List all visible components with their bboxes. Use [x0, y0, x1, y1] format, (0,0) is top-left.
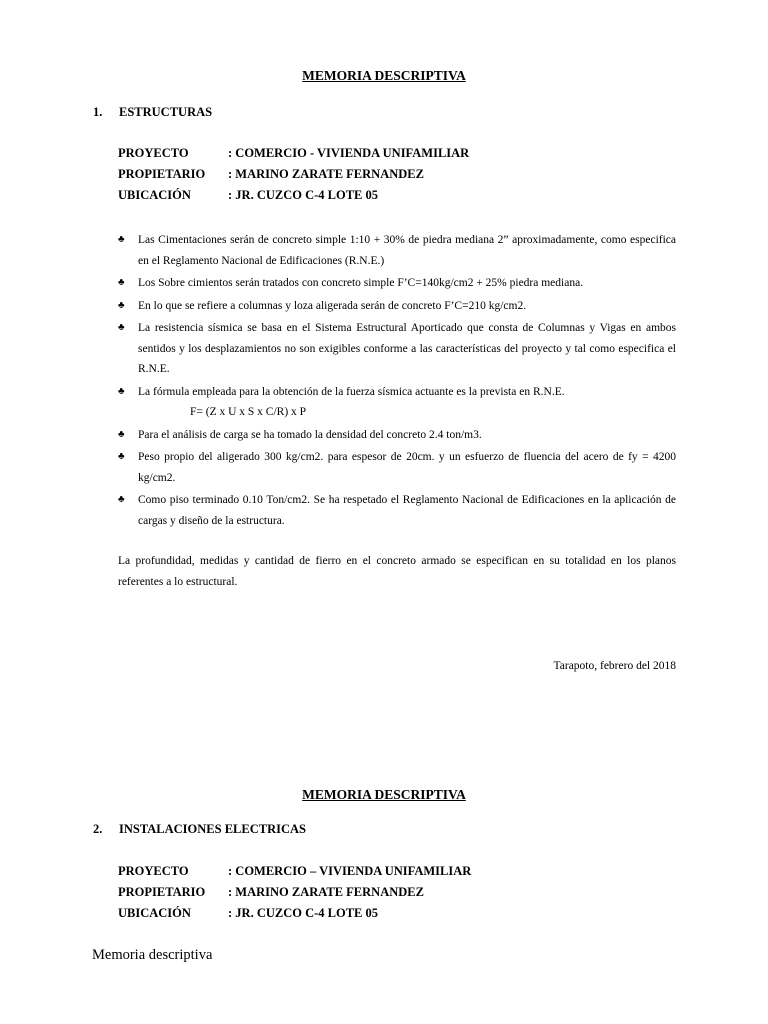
club-bullet-icon: ♣ — [118, 277, 125, 288]
project-info-2 — [118, 861, 471, 924]
info-label: PROYECTO — [118, 864, 189, 878]
club-bullet-icon: ♣ — [118, 385, 125, 397]
section-title: INSTALACIONES ELECTRICAS — [119, 822, 306, 836]
info-value: : MARINO ZARATE FERNANDEZ — [228, 167, 424, 181]
club-bullet-icon: ♣ — [118, 428, 125, 440]
info-value: : MARINO ZARATE FERNANDEZ — [228, 885, 424, 899]
info-label: UBICACIÓN — [118, 188, 191, 202]
info-value: : JR. CUZCO C-4 LOTE 05 — [228, 906, 379, 920]
page-title: MEMORIA DESCRIPTIVA — [302, 68, 466, 83]
info-label: PROYECTO — [118, 146, 189, 160]
info-value: : JR. CUZCO C-4 LOTE 05 — [228, 188, 379, 202]
info-row-project — [118, 861, 471, 882]
list-item: ♣ La resistencia sísmica se basa en el Sistema Estructural Aporticado que consta de Columnas y Vigas en ambos sentidos y los desplazamientos no son exigibles conforme a las características del proyecto y tal como especifica el R.N.E. — [118, 318, 676, 380]
section-heading — [93, 105, 212, 120]
section-title: ESTRUCTURAS — [119, 105, 213, 119]
bullet-list — [118, 230, 676, 533]
page-title-2: MEMORIA DESCRIPTIVA — [302, 787, 466, 802]
info-label: PROPIETARIO — [118, 167, 206, 181]
section-heading-2 — [93, 822, 306, 837]
list-item: ♣ Los Sobre cimientos serán tratados con concreto simple F’C=140kg/cm2 + 25% piedra mediana. — [118, 273, 676, 294]
club-bullet-icon: ♣ — [118, 494, 125, 505]
document-caption: Memoria descriptiva — [92, 947, 213, 963]
list-item: ♣ En lo que se refiere a columnas y loza aligerada serán de concreto F’C=210 kg/cm2. — [118, 296, 676, 317]
info-label: UBICACIÓN — [118, 906, 191, 920]
club-bullet-icon: ♣ — [118, 451, 125, 462]
list-item: ♣ Las Cimentaciones serán de concreto simple 1:10 + 30% de piedra mediana 2” aproximadamente, como especifica en el Reglamento Nacional de Edificaciones (R.N.E.) — [118, 230, 676, 271]
info-row-owner — [118, 882, 471, 903]
list-item: ♣ Peso propio del aligerado 300 kg/cm2. para espesor de 20cm. y un esfuerzo de fluencia del acero de fy = 4200 kg/cm2. — [118, 447, 676, 488]
list-item: ♣ Para el análisis de carga se ha tomado la densidad del concreto 2.4 ton/m3. — [118, 425, 676, 446]
list-item — [118, 382, 676, 423]
club-bullet-icon: ♣ — [118, 299, 125, 311]
project-info — [118, 143, 469, 206]
info-label: PROPIETARIO — [118, 885, 206, 899]
seismic-formula: F= (Z x U x S x C/R) x P — [190, 406, 307, 418]
club-bullet-icon: ♣ — [118, 234, 125, 245]
closing-paragraph: La profundidad, medidas y cantidad de fierro en el concreto armado se especifican en su totalidad en los planos referentes a lo estructural. — [118, 555, 676, 588]
info-row-location — [118, 185, 469, 206]
section-number: 2. — [93, 822, 103, 836]
document-date: Tarapoto, febrero del 2018 — [553, 660, 676, 672]
bullet-text: La fórmula empleada para la obtención de la fuerza sísmica actuante es la prevista en R.N.E. — [138, 385, 565, 398]
info-row-location — [118, 903, 471, 924]
info-row-project — [118, 143, 469, 164]
club-bullet-icon: ♣ — [118, 322, 125, 333]
section-number: 1. — [93, 105, 103, 119]
info-value: : COMERCIO - VIVIENDA UNIFAMILIAR — [228, 146, 470, 160]
info-row-owner — [118, 164, 469, 185]
info-value: : COMERCIO – VIVIENDA UNIFAMILIAR — [228, 864, 472, 878]
list-item: ♣ Como piso terminado 0.10 Ton/cm2. Se ha respetado el Reglamento Nacional de Edificaciones en la aplicación de cargas y diseño de la estructura. — [118, 490, 676, 531]
